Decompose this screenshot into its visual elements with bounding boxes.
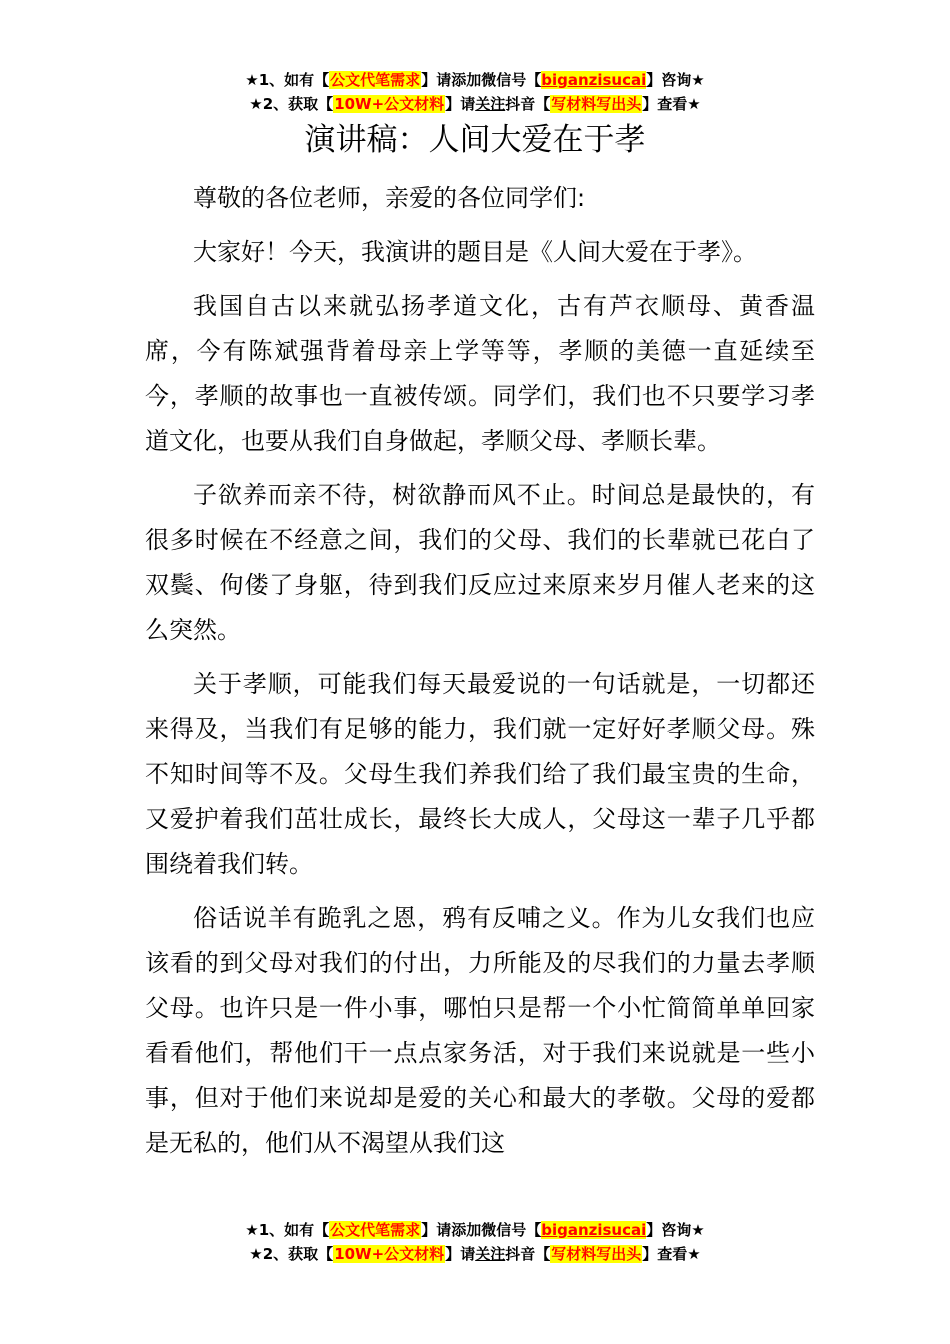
- banner-text: ★2、获取【: [249, 95, 334, 113]
- document-body: [145, 176, 815, 1175]
- banner-highlight: 10W+公文材料: [334, 1245, 445, 1263]
- banner-text: 】咨询★: [646, 1221, 705, 1239]
- wechat-id: biganzisucai: [541, 71, 647, 89]
- paragraph: 尊敬的各位老师，亲爱的各位同学们:: [193, 184, 586, 212]
- douyin-account: 写材料写出头: [551, 1245, 642, 1263]
- banner-text: 抖音【: [505, 1245, 551, 1263]
- paragraph: 大家好！今天，我演讲的题目是《人间大爱在于孝》。: [193, 238, 757, 266]
- paragraph: 子欲养而亲不待，树欲静而风不止。时间总是最快的，有很多时候在不经意之间，我们的父母、我们的长辈就已花白了双鬓、佝偻了身躯，待到我们反应过来原来岁月催人老来的这么突然。: [145, 481, 815, 644]
- banner-text: 】请: [445, 1245, 476, 1263]
- paragraph: 关于孝顺，可能我们每天最爱说的一句话就是，一切都还来得及，当我们有足够的能力，我们就一定好好孝顺父母。殊不知时间等不及。父母生我们养我们给了我们最宝贵的生命，又爱护着我们茁壮成长，最终长大成人，父母这一辈子几乎都围绕着我们转。: [145, 670, 815, 878]
- banner-text: 】咨询★: [646, 71, 705, 89]
- banner-highlight: 公文代笔需求: [330, 71, 421, 89]
- wechat-id: biganzisucai: [541, 1221, 647, 1239]
- douyin-account: 写材料写出头: [551, 95, 642, 113]
- banner-text: 】查看★: [642, 1245, 701, 1263]
- banner-line-2: [0, 1242, 950, 1266]
- banner-text: 】请添加微信号【: [421, 71, 542, 89]
- footer-banner: [0, 1218, 950, 1266]
- banner-text: 抖音【: [505, 95, 551, 113]
- banner-text: ★2、获取【: [249, 1245, 334, 1263]
- banner-text: 】请添加微信号【: [421, 1221, 542, 1239]
- header-banner: [0, 68, 950, 116]
- banner-highlight: 10W+公文材料: [334, 95, 445, 113]
- banner-text: 】请: [445, 95, 476, 113]
- paragraph: 俗话说羊有跪乳之恩，鸦有反哺之义。作为儿女我们也应该看的到父母对我们的付出，力所能及的尽我们的力量去孝顺父母。也许只是一件小事，哪怕只是帮一个小忙简简单单回家看看他们，帮他们干一点点家务活，对于我们来说就是一些小事，但对于他们来说却是爱的关心和最大的孝敬。父母的爱都是无私的，他们从不渴望从我们这: [145, 904, 815, 1157]
- page-title: 演讲稿：人间大爱在于孝: [304, 122, 646, 158]
- banner-underline: 关注: [475, 1245, 506, 1263]
- banner-underline: 关注: [475, 95, 506, 113]
- banner-highlight: 公文代笔需求: [330, 1221, 421, 1239]
- banner-line-1: [0, 68, 950, 92]
- banner-text: 】查看★: [642, 95, 701, 113]
- banner-line-2: [0, 92, 950, 116]
- banner-line-1: [0, 1218, 950, 1242]
- paragraph: 我国自古以来就弘扬孝道文化，古有芦衣顺母、黄香温席，今有陈斌强背着母亲上学等等，孝顺的美德一直延续至今，孝顺的故事也一直被传颂。同学们，我们也不只要学习孝道文化，也要从我们自身做起，孝顺父母、孝顺长辈。: [145, 292, 815, 455]
- banner-text: ★1、如有【: [245, 71, 330, 89]
- banner-text: ★1、如有【: [245, 1221, 330, 1239]
